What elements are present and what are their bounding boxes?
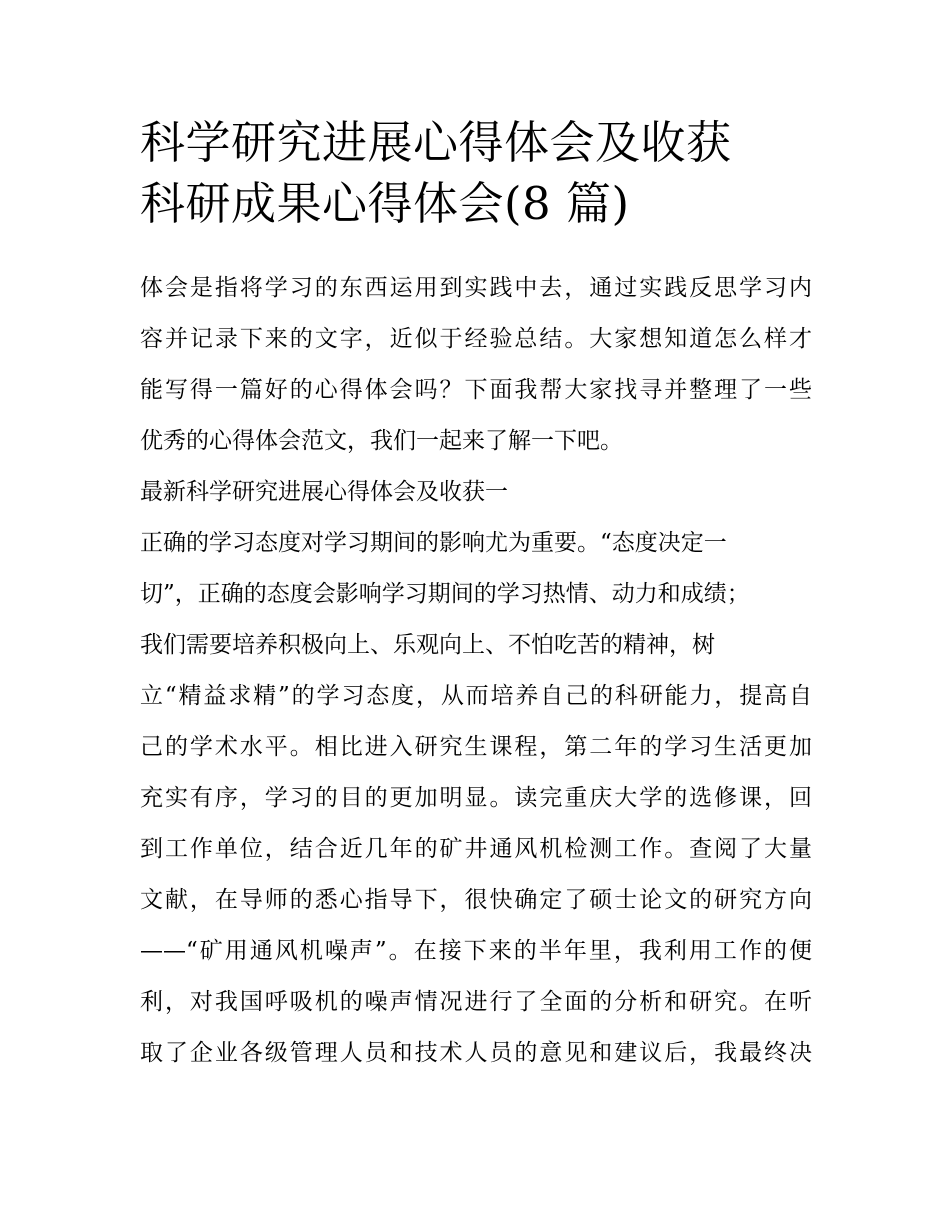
- intro-paragraph: [140, 263, 812, 467]
- paragraph-line: 充实有序，学习的目的更加明显。读完重庆大学的选修课，回: [140, 785, 812, 811]
- paragraph-line: 取了企业各级管理人员和技术人员的意见和建议后，我最终决: [140, 1040, 812, 1066]
- body-paragraph: [140, 518, 812, 1079]
- document-title: [140, 112, 812, 234]
- intro-line: 优秀的心得体会范文，我们一起来了解一下吧。: [140, 428, 623, 454]
- section-heading: 最新科学研究进展心得体会及收获一: [140, 479, 508, 505]
- document-content: [140, 112, 812, 1079]
- paragraph-line: 立“精益求精”的学习态度，从而培养自己的科研能力，提高自: [140, 683, 812, 709]
- paragraph-line: 文献，在导师的悉心指导下，很快确定了硕士论文的研究方向: [140, 887, 812, 913]
- paragraph-line: 己的学术水平。相比进入研究生课程，第二年的学习生活更加: [140, 734, 812, 760]
- paragraph-line: 正确的学习态度对学习期间的影响尤为重要。“态度决定一: [140, 530, 727, 556]
- paragraph-line: 我们需要培养积极向上、乐观向上、不怕吃苦的精神，树: [140, 632, 715, 658]
- intro-line: 容并记录下来的文字，近似于经验总结。大家想知道怎么样才: [140, 326, 812, 352]
- title-line-1: 科学研究进展心得体会及收获: [140, 116, 732, 169]
- document-body: [140, 263, 812, 1079]
- paragraph-line: 到工作单位，结合近几年的矿井通风机检测工作。查阅了大量: [140, 836, 812, 862]
- intro-line: 能写得一篇好的心得体会吗？下面我帮大家找寻并整理了一些: [140, 377, 812, 403]
- paragraph-line: 利，对我国呼吸机的噪声情况进行了全面的分析和研究。在听: [140, 989, 812, 1015]
- paragraph-line: 切”，正确的态度会影响学习期间的学习热情、动力和成绩；: [140, 581, 750, 607]
- paragraph-line: ——“矿用通风机噪声”。在接下来的半年里，我利用工作的便: [140, 938, 812, 964]
- intro-line: 体会是指将学习的东西运用到实践中去，通过实践反思学习内: [140, 275, 812, 301]
- title-line-2: 科研成果心得体会(8 篇): [140, 177, 630, 230]
